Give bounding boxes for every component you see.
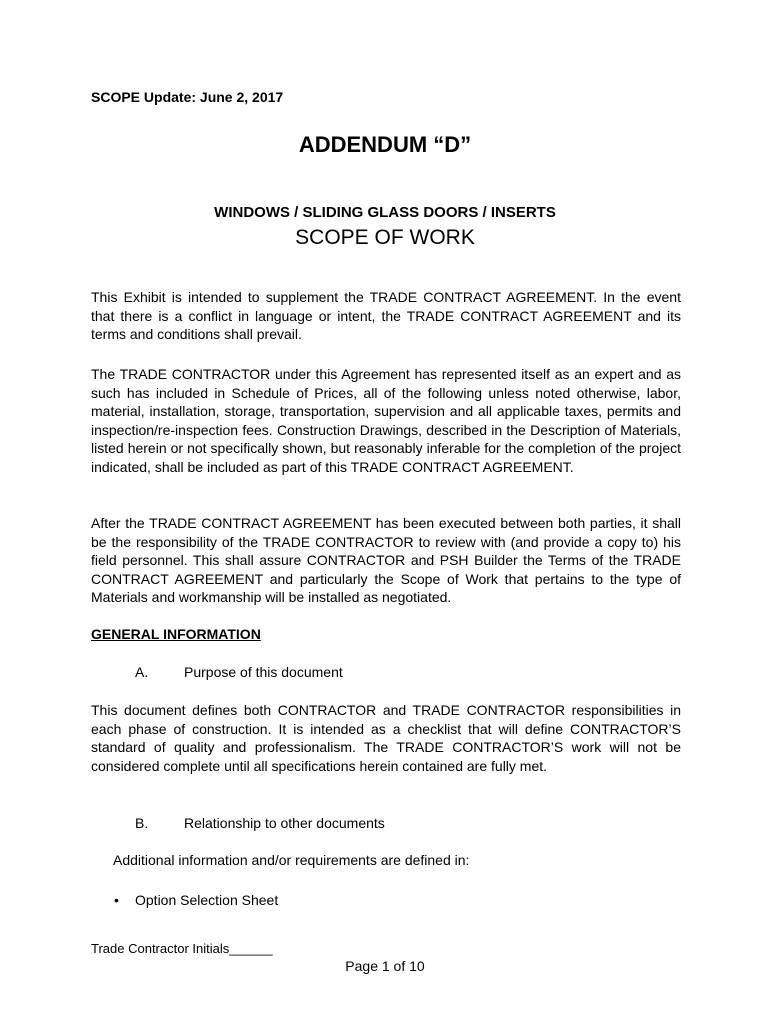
item-b-letter: B. (135, 815, 149, 831)
agreement-execution-paragraph: After the TRADE CONTRACT AGREEMENT has been executed between both parties, it shall be the responsibility of the TRADE CONTRACTOR to review with (and provide a copy to) his field personnel. This shall assure CONTRACTOR and PSH Builder the Terms of the TRADE CONTRACT AGREEMENT and particularly the Scope of Work that pertains to the type of Materials and workmanship will be installed as negotiated. (91, 515, 681, 606)
page-number: Page 1 of 10 (345, 958, 425, 974)
addendum-title: ADDENDUM “D” (298, 132, 472, 157)
purpose-paragraph: This document defines both CONTRACTOR and TRADE CONTRACTOR responsibilities in each phase of construction. It is intended as a checklist that will define CONTRACTOR’S standard of quality and professionalism. The TRADE CONTRACTOR’S work will not be considered complete until all specifications herein contained are fully met. (91, 702, 681, 774)
item-b-label: Relationship to other documents (184, 815, 385, 831)
bullet-item: Option Selection Sheet (135, 892, 279, 908)
intro-paragraph: This Exhibit is intended to supplement the TRADE CONTRACT AGREEMENT. In the event that there is a conflict in language or intent, the TRADE CONTRACT AGREEMENT and its terms and conditions shall prevail. (91, 289, 681, 343)
item-a-label: Purpose of this document (184, 664, 343, 680)
trade-contractor-paragraph: The TRADE CONTRACTOR under this Agreement has represented itself as an expert and as such has included in Schedule of Prices, all of the following unless noted otherwise, labor, material, installation, storage, transportation, supervision and all applicable taxes, permits and inspection/re-inspection fees. Construction Drawings, described in the Description of Materials, listed herein or not specifically shown, but reasonably inferable for the completion of the project indicated, shall be included as part of this TRADE CONTRACT AGREEMENT. (91, 366, 681, 475)
scope-update-date: SCOPE Update: June 2, 2017 (91, 89, 284, 105)
trade-contractor-initials: Trade Contractor Initials______ (91, 941, 273, 956)
document-subtitle: WINDOWS / SLIDING GLASS DOORS / INSERTS (214, 204, 556, 221)
item-a-letter: A. (135, 664, 149, 680)
bullet-icon: • (114, 892, 119, 908)
general-information-heading: GENERAL INFORMATION (91, 626, 261, 642)
additional-info-text: Additional information and/or requirements are defined in: (113, 852, 470, 868)
scope-of-work-heading: SCOPE OF WORK (295, 226, 475, 249)
